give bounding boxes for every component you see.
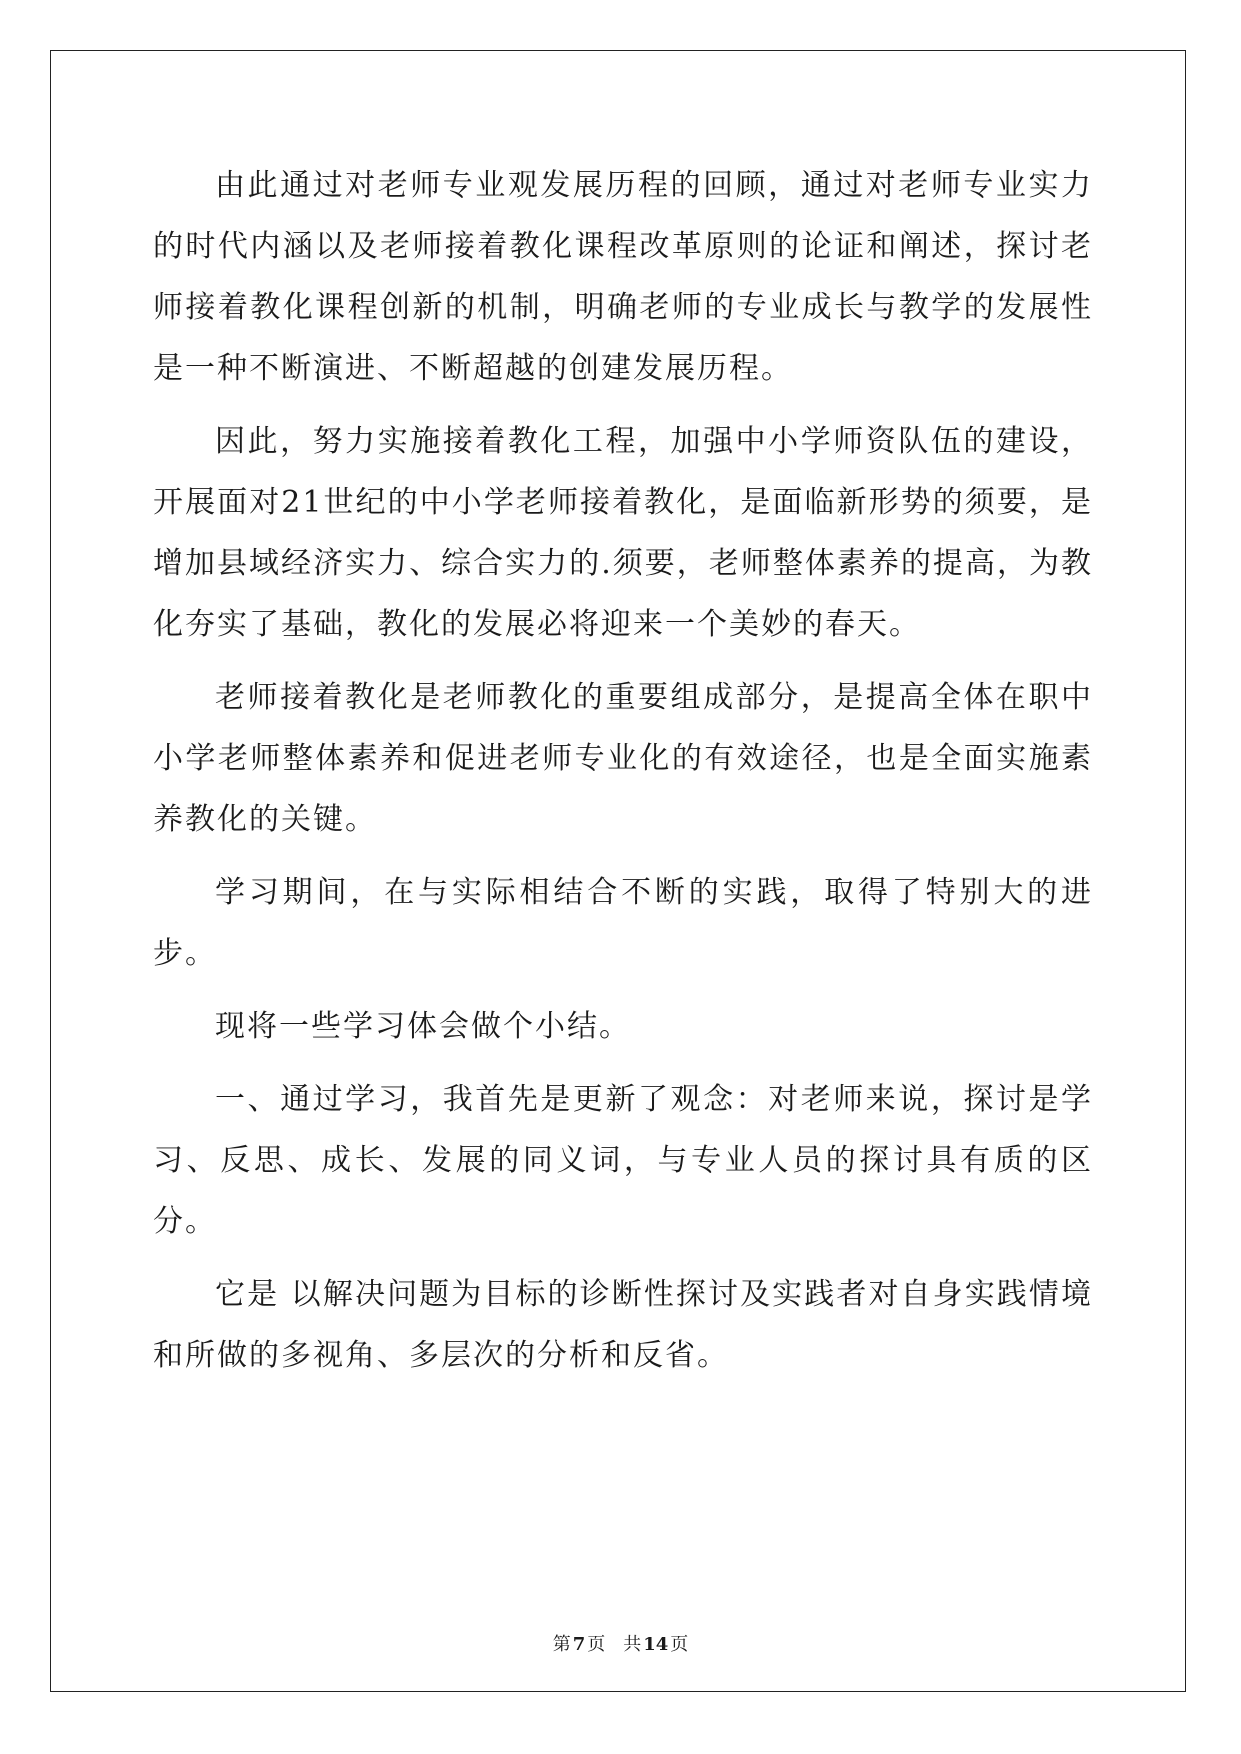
paragraph-3: 老师接着教化是老师教化的重要组成部分，是提高全体在职中小学老师整体素养和促进老师专业化的有效途径，也是全面实施素养教化的关键。 bbox=[153, 680, 1093, 837]
page-current: 7 bbox=[572, 1634, 586, 1655]
paragraph-1: 由此通过对老师专业观发展历程的回顾，通过对老师专业实力的时代内涵以及老师接着教化课程改革原则的论证和阐述，探讨老师接着教化课程创新的机制，明确老师的专业成长与教学的发展性是一种不断演进、不断超越的创建发展历程。 bbox=[153, 168, 1093, 386]
paragraph-5: 现将一些学习体会做个小结。 bbox=[215, 1009, 631, 1044]
total-prefix: 共 bbox=[623, 1634, 642, 1655]
page-prefix: 第 bbox=[552, 1634, 571, 1655]
paragraph-2: 因此，努力实施接着教化工程，加强中小学师资队伍的建设，开展面对21世纪的中小学老师接着教化，是面临新形势的须要，是增加县域经济实力、综合实力的.须要，老师整体素养的提高，为教化夯实了基础，教化的发展必将迎来一个美妙的春天。 bbox=[153, 424, 1093, 642]
paragraph-7: 它是 以解决问题为目标的诊断性探讨及实践者对自身实践情境和所做的多视角、多层次的分析和反省。 bbox=[153, 1277, 1093, 1373]
total-suffix: 页 bbox=[670, 1634, 689, 1655]
page-suffix: 页 bbox=[587, 1634, 606, 1655]
paragraph-4: 学习期间，在与实际相结合不断的实践，取得了特别大的进步。 bbox=[153, 875, 1093, 971]
paragraph-6: 一、通过学习，我首先是更新了观念：对老师来说，探讨是学习、反思、成长、发展的同义词，与专业人员的探讨具有质的区分。 bbox=[153, 1082, 1093, 1239]
page-total: 14 bbox=[643, 1634, 669, 1655]
page-footer bbox=[0, 1630, 1241, 1656]
document-body bbox=[153, 155, 1093, 1386]
